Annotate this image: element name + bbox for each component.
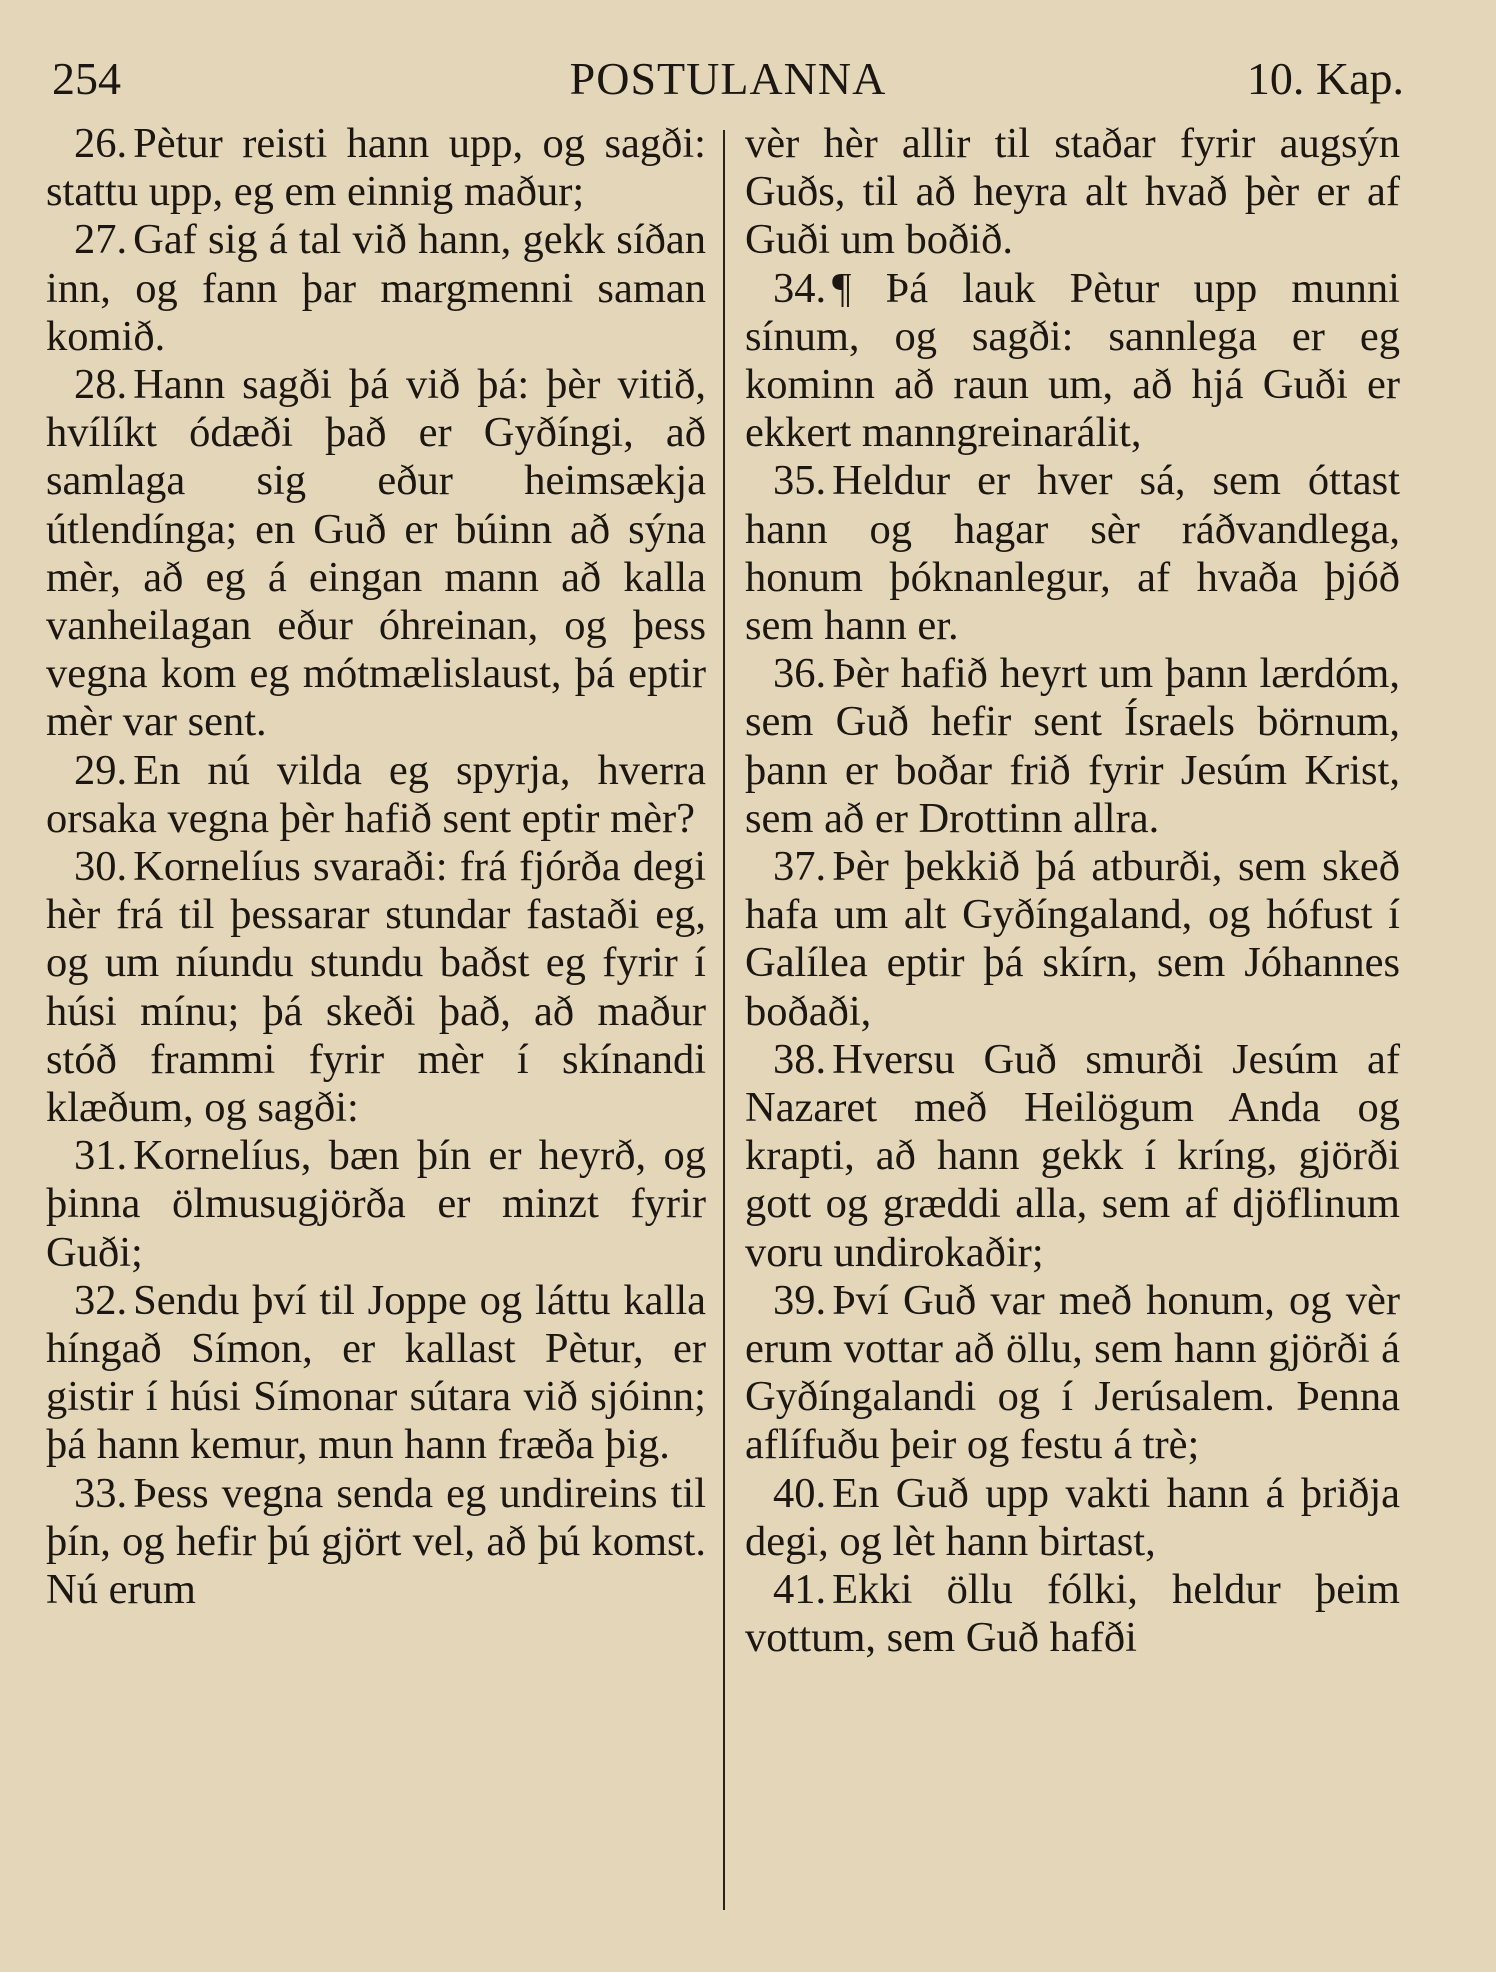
verse-number: 40. [773, 1469, 827, 1517]
verse-27 [46, 216, 706, 361]
verse-number: 31. [74, 1132, 128, 1180]
verse-text: Kornelíus svaraði: frá fjórða degi hèr frá til þessarar stundar fastaði eg, og um níundu stundu baðst eg fyrir í húsi mínu; þá skeði það, að maður stóð frammi fyrir mèr í skínandi klæðum, og sagði: [46, 843, 706, 1132]
verse-40 [745, 1470, 1400, 1566]
verse-number: 41. [773, 1566, 827, 1614]
verse-text: Því Guð var með honum, og vèr erum vottar að öllu, sem hann gjörði á Gyðíngalandi og í Jerúsalem. Þenna aflífuðu þeir og festu á trè; [745, 1276, 1400, 1469]
verse-number: 26. [74, 120, 128, 167]
verse-33-continuation: vèr hèr allir til staðar fyrir augsýn Guðs, til að heyra alt hvað þèr er af Guði um boðið. [745, 120, 1400, 264]
verse-number: 39. [773, 1276, 827, 1324]
verse-34 [745, 265, 1400, 458]
verse-number: 37. [773, 843, 827, 891]
verse-text: Þèr hafið heyrt um þann lærdóm, sem Guð hefir sent Ísraels börnum, þann er boðar frið fyrir Jesúm Krist, sem að er Drottinn allra. [745, 650, 1400, 842]
verse-31 [46, 1132, 706, 1277]
running-header [52, 52, 1404, 106]
verse-35 [745, 457, 1400, 650]
verse-text: Hversu Guð smurði Jesúm af Nazaret með Heilögum Anda og krapti, að hann gekk í kríng, gjörði gott og græddi alla, sem af djöflinum voru undirokaðir; [745, 1035, 1400, 1276]
column-divider [723, 130, 725, 1910]
verse-number: 33. [74, 1469, 128, 1517]
verse-text: Hann sagði þá við þá: þèr vitið, hvílíkt ódæði það er Gyðíngi, að samlaga sig eður heimsækja útlendínga; en Guð er búinn að sýna mèr, að eg á eingan mann að kalla vanheilagan eður óhreinan, og þess vegna kom eg mótmælislaust, þá eptir mèr var sent. [46, 361, 706, 746]
verse-text: Heldur er hver sá, sem óttast hann og hagar sèr ráðvandlega, honum þóknanlegur, af hvaða þjóð sem hann er. [745, 457, 1400, 650]
verse-28 [46, 361, 706, 747]
verse-number: 38. [773, 1035, 827, 1083]
verse-text: Þess vegna senda eg undireins til þín, og hefir þú gjört vel, að þú komst. Nú erum [46, 1469, 706, 1614]
verse-text: Kornelíus, bæn þín er heyrð, og þinna ölmusugjörða er minzt fyrir Guði; [46, 1132, 706, 1276]
verse-number: 35. [773, 457, 827, 505]
verse-text: En nú vilda eg spyrja, hverra orsaka vegna þèr hafið sent eptir mèr? [46, 746, 706, 842]
verse-text: Sendu því til Joppe og láttu kalla híngað Símon, er kallast Pètur, er gistir í húsi Símonar sútara við sjóinn; þá hann kemur, mun hann fræða þig. [46, 1276, 706, 1469]
verse-33 [46, 1470, 706, 1615]
left-column [46, 120, 706, 1614]
verse-text: ¶ Þá lauk Pètur upp munni sínum, og sagði: sannlega er eg kominn að raun um, að hjá Guði er ekkert manngreinarálit, [745, 264, 1400, 457]
verse-number: 34. [773, 264, 827, 312]
verse-number: 29. [74, 746, 128, 794]
verse-38 [745, 1036, 1400, 1277]
verse-32 [46, 1277, 706, 1470]
verse-number: 27. [74, 216, 128, 264]
verse-text: Pètur reisti hann upp, og sagði: stattu upp, eg em einnig maður; [46, 120, 706, 216]
verse-text: Ekki öllu fólki, heldur þeim vottum, sem Guð hafði [745, 1566, 1400, 1662]
verse-39 [745, 1277, 1400, 1470]
page-number: 254 [52, 53, 121, 104]
verse-number: 30. [74, 843, 128, 891]
verse-text: Þèr þekkið þá atburði, sem skeð hafa um alt Gyðíngaland, og hófust í Galílea eptir þá skírn, sem Jóhannes boðaði, [745, 843, 1400, 1035]
verse-37 [745, 843, 1400, 1036]
verse-text: En Guð upp vakti hann á þriðja degi, og lèt hann birtast, [745, 1469, 1400, 1565]
verse-text: Gaf sig á tal við hann, gekk síðan inn, og fann þar margmenni saman komið. [46, 216, 706, 360]
verse-29 [46, 747, 706, 843]
chapter-label: 10. Kap. [1246, 53, 1404, 104]
verse-30 [46, 843, 706, 1132]
verse-number: 32. [74, 1276, 128, 1324]
verse-36 [745, 650, 1400, 843]
running-title: POSTULANNA [569, 53, 887, 104]
verse-41 [745, 1566, 1400, 1662]
verse-number: 36. [773, 650, 827, 698]
verse-number: 28. [74, 361, 128, 409]
right-column [745, 120, 1400, 1663]
verse-26 [46, 120, 706, 216]
